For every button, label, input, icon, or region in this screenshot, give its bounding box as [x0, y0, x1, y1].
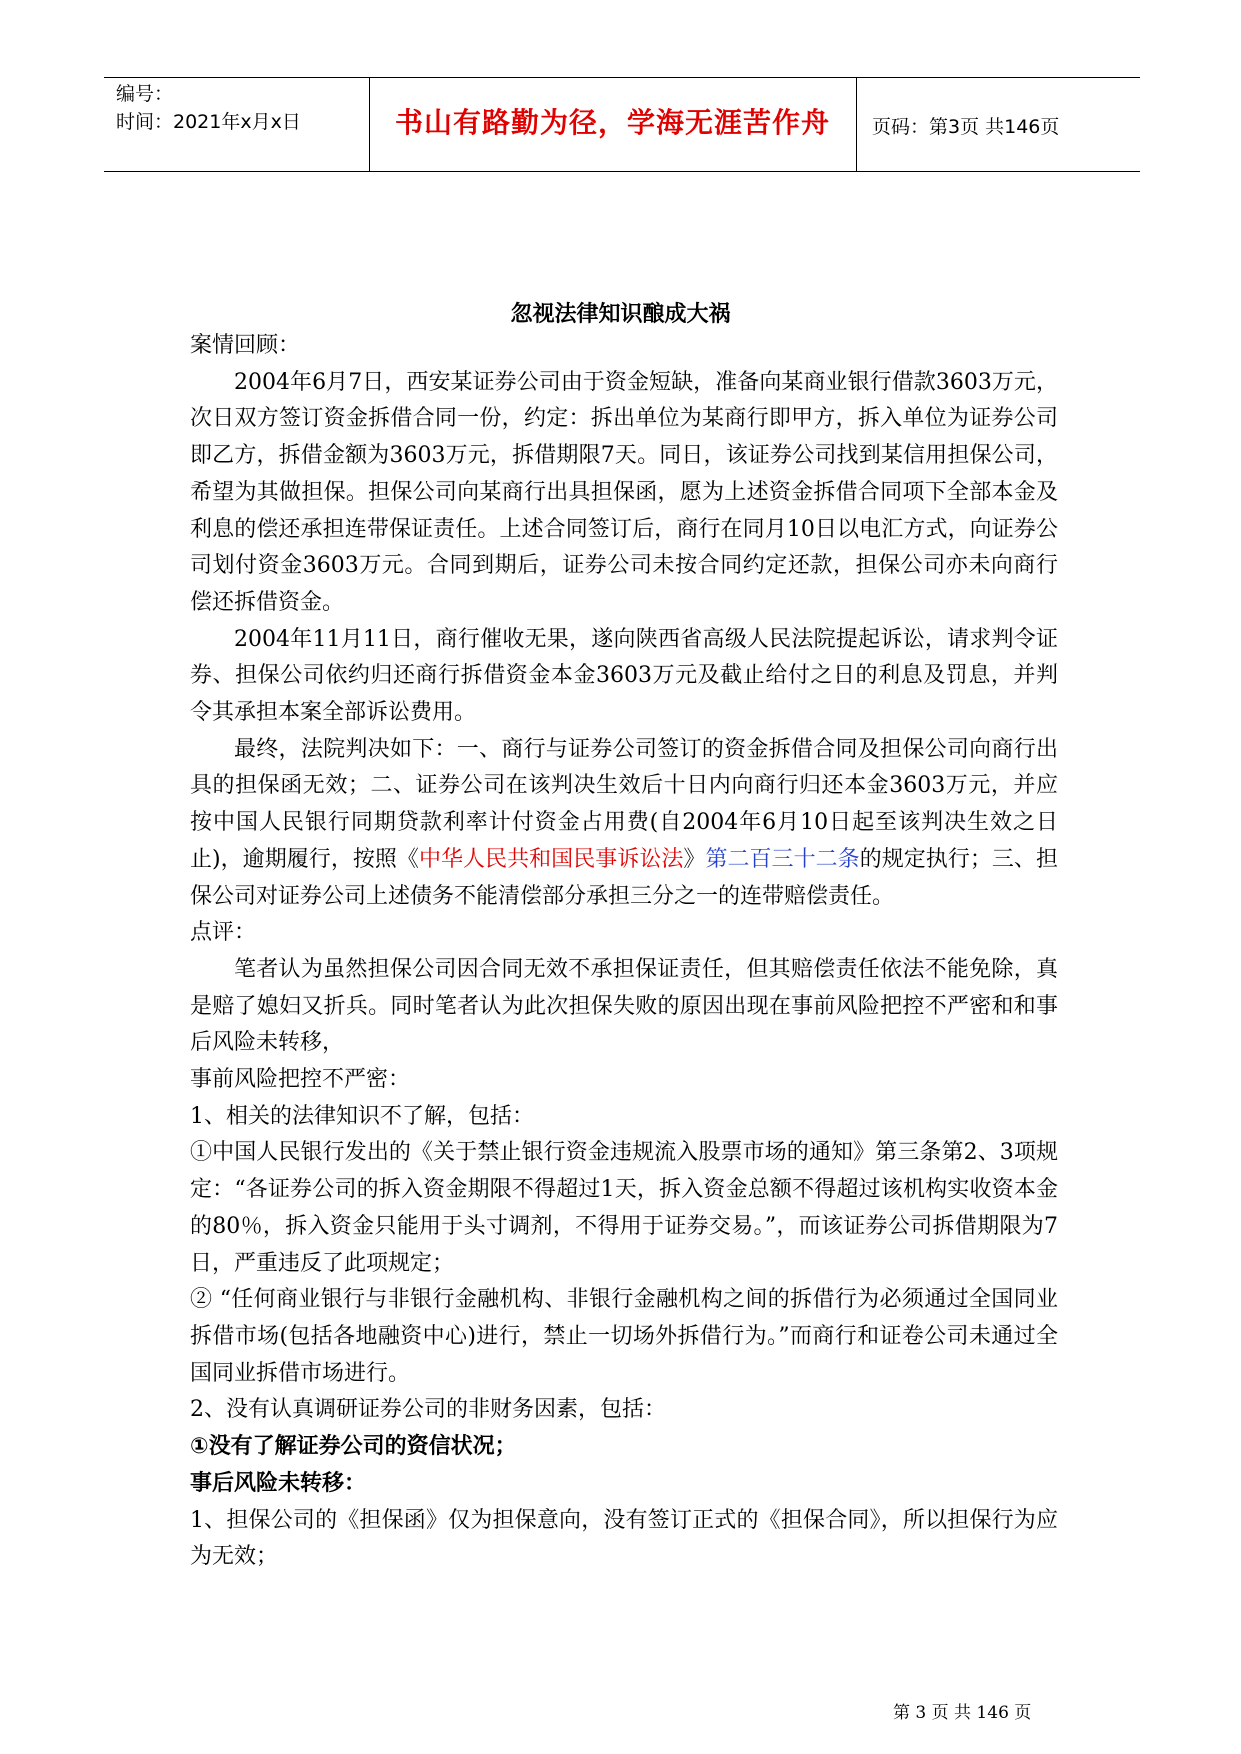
case-paragraph-2: 2004年11月11日，商行催收无果，遂向陕西省高级人民法院提起诉讼，请求判令证券、担保公司依约归还商行拆借资金本金3603万元及截止给付之日的利息及罚息，并判令其承担本案全部诉讼费用。 [190, 626, 1058, 726]
list-item-2: 2、没有认真调研证券公司的非财务因素，包括： [190, 1397, 666, 1423]
comment-paragraph-1: 笔者认为虽然担保公司因合同无效不承担保证责任，但其赔偿责任依法不能免除，真是赔了媳妇又折兵。同时笔者认为此次担保失败的原因出现在事前风险把控不严密和和事后风险未转移， [190, 956, 1058, 1056]
case-heading: 案情回顾： [190, 333, 301, 358]
case-paragraph-3-text-b: 》 [683, 846, 706, 872]
footer-page-number: 第 3 页 共 146 页 [893, 1703, 1032, 1723]
post-risk-item-1: 1、担保公司的《担保函》仅为担保意向，没有签订正式的《担保合同》，所以担保行为应为无效； [190, 1507, 1058, 1570]
header-number-label: 编号： [116, 83, 174, 105]
article-232-link[interactable]: 第二百三十二条 [705, 846, 860, 872]
header-bottom-rule [104, 171, 1140, 172]
comment-heading: 点评： [190, 920, 257, 946]
header-time-label: 时间：2021年x月x日 [116, 111, 301, 133]
pre-risk-heading: 事前风险把控不严密： [190, 1067, 411, 1093]
case-paragraph-1: 2004年6月7日，西安某证券公司由于资金短缺，准备向某商业银行借款3603万元，次日双方签订资金拆借合同一份，约定：拆出单位为某商行即甲方，拆入单位为证券公司即乙方，拆借金额为3603万元，拆借期限7天。同日，该证券公司找到某信用担保公司，希望为其做担保。担保公司向某商行出具担保函，愿为上述资金拆借合同项下全部本金及利息的偿还承担连带保证责任。上述合同签订后，商行在同月10日以电汇方式，向证券公司划付资金3603万元。合同到期后，证券公司未按合同约定还款，担保公司亦未向商行偿还拆借资金。 [190, 369, 1058, 615]
list-item-1: 1、相关的法律知识不了解，包括： [190, 1103, 534, 1129]
header-top-rule [104, 77, 1140, 78]
header-motto: 书山有路勤为径，学海无涯苦作舟 [394, 106, 830, 139]
post-risk-heading: 事后风险未转移： [190, 1470, 367, 1496]
document-title: 忽视法律知识酿成大祸 [510, 302, 731, 327]
list-item-1a: ①中国人民银行发出的《关于禁止银行资金违规流入股票市场的通知》第三条第2、3项规定：“各证券公司的拆入资金期限不得超过1天，拆入资金总额不得超过该机构实收资本金的80％，拆入资金只能用于头寸调剂，不得用于证券交易。”，而该证券公司拆借期限为7日，严重违反了此项规定； [190, 1140, 1058, 1276]
case-paragraph-3 [190, 732, 1058, 916]
document-body [190, 328, 1058, 1576]
header-page-label: 页码：第3页 共146页 [872, 116, 1060, 138]
case-paragraph-3-text-a: 最终，法院判决如下：一、商行与证券公司签订的资金拆借合同及担保公司向商行出具的担保函无效；二、证券公司在该判决生效后十日内向商行归还本金3603万元，并应按中国人民银行同期贷款利率计付资金占用费(自2004年6月10日起至该判决生效之日止)，逾期履行，按照《 [190, 736, 1058, 872]
civil-procedure-law-link[interactable]: 中华人民共和国民事诉讼法 [418, 846, 684, 872]
list-item-1b: ② “任何商业银行与非银行金融机构、非银行金融机构之间的拆借行为必须通过全国同业拆借市场(包括各地融资中心)进行，禁止一切场外拆借行为。”而商行和证卷公司未通过全国同业拆借市场进行。 [190, 1287, 1058, 1386]
header-meta [116, 80, 301, 136]
list-item-2a: ①没有了解证券公司的资信状况； [190, 1434, 517, 1460]
case-paragraph-3-text-c: 的规定执行；三、担保公司对证券公司上述债务不能清偿部分承担三分之一的连带赔偿责任。 [190, 846, 1058, 909]
